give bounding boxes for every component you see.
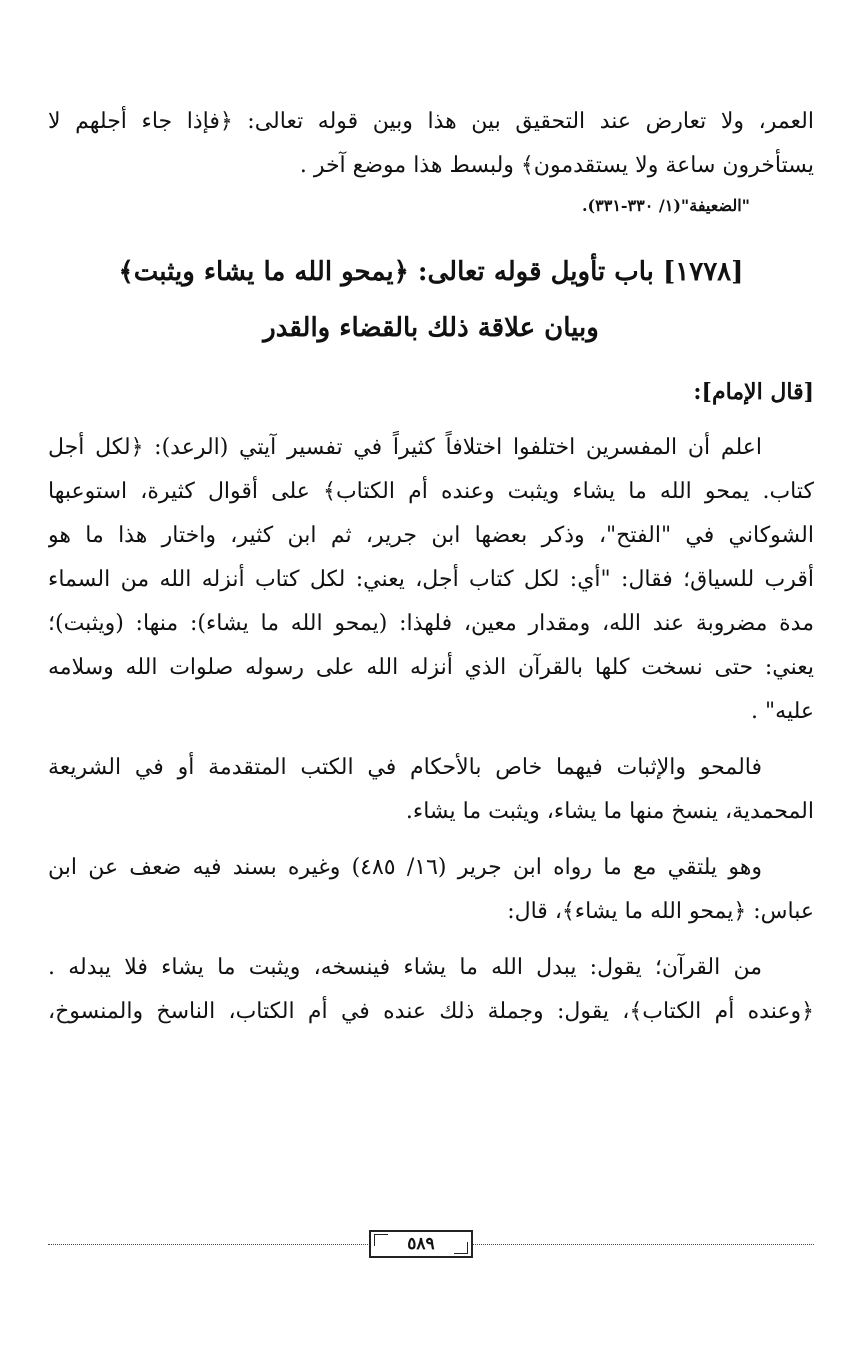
paragraph-line: أقرب للسياق؛ فقال: "أي: لكل كتاب أجل، يعني: لكل كتاب أنزله الله من السماء [48,567,814,592]
page-number-box [369,1230,473,1258]
paragraph-2 [48,746,814,834]
paragraph-3 [48,846,814,934]
paragraph-line: عباس: ﴿يمحو الله ما يشاء﴾، قال: [507,899,814,924]
paragraph-line: الشوكاني في "الفتح"، وذكر بعضها ابن جرير، ثم ابن كثير، واختار هذا ما هو [48,523,814,548]
paragraph-line: كتاب. يمحو الله ما يشاء ويثبت وعنده أم الكتاب﴾ على أقوال كثيرة، استوعبها [48,479,814,504]
intro-line: العمر، ولا تعارض عند التحقيق بين هذا وبين قوله تعالى: ﴿فإذا جاء أجلهم لا [48,109,814,134]
page-body [48,100,814,1034]
source-citation: "الضعيفة"(١/ ٣٣٠-٣٣١). [581,196,750,215]
paragraph-1 [48,426,814,734]
page-number: ٥٨٩ [407,1234,435,1254]
intro-line: يستأخرون ساعة ولا يستقدمون﴾ ولبسط هذا موضع آخر . [299,153,814,178]
paragraph-line: فالمحو والإثبات فيهما خاص بالأحكام في الكتب المتقدمة أو في الشريعة [48,755,762,780]
paragraph-line: اعلم أن المفسرين اختلفوا اختلافاً كثيراً في تفسير آيتي (الرعد): ﴿لكل أجل [48,435,762,460]
intro-block [48,100,814,224]
page-footer [48,1230,814,1260]
chapter-title-line-2: وبيان علاقة ذلك بالقضاء والقدر [263,313,599,343]
paragraph-line: المحمدية، ينسخ منها ما يشاء، ويثبت ما يشاء. [405,799,814,824]
chapter-title-line-1: [١٧٧٨] باب تأويل قوله تعالى: ﴿يمحو الله ما يشاء ويثبت﴾ [118,257,744,287]
chapter-heading [48,244,814,356]
paragraph-4 [48,946,814,1034]
paragraph-line: ﴿وعنده أم الكتاب﴾، يقول: وجملة ذلك عنده في أم الكتاب، الناسخ والمنسوخ، [48,999,814,1024]
paragraph-line: وهو يلتقي مع ما رواه ابن جرير (١٦/ ٤٨٥) وغيره بسند فيه ضعف عن ابن [48,855,762,880]
paragraph-line: عليه" . [751,699,814,724]
paragraph-line: يعني: حتى نسخت كلها بالقرآن الذي أنزله الله على رسوله صلوات الله وسلامه [48,655,814,680]
corner-ornament-icon [374,1234,388,1246]
paragraph-line: مدة مضروبة عند الله، ومقدار معين، فلهذا: (يمحو الله ما يشاء): منها: (ويثبت)؛ [48,611,814,636]
corner-ornament-icon [454,1242,468,1254]
paragraph-line: من القرآن؛ يقول: يبدل الله ما يشاء فينسخه، ويثبت ما يشاء فلا يبدله . [48,955,762,980]
imam-label: [قال الإمام]: [693,379,814,405]
